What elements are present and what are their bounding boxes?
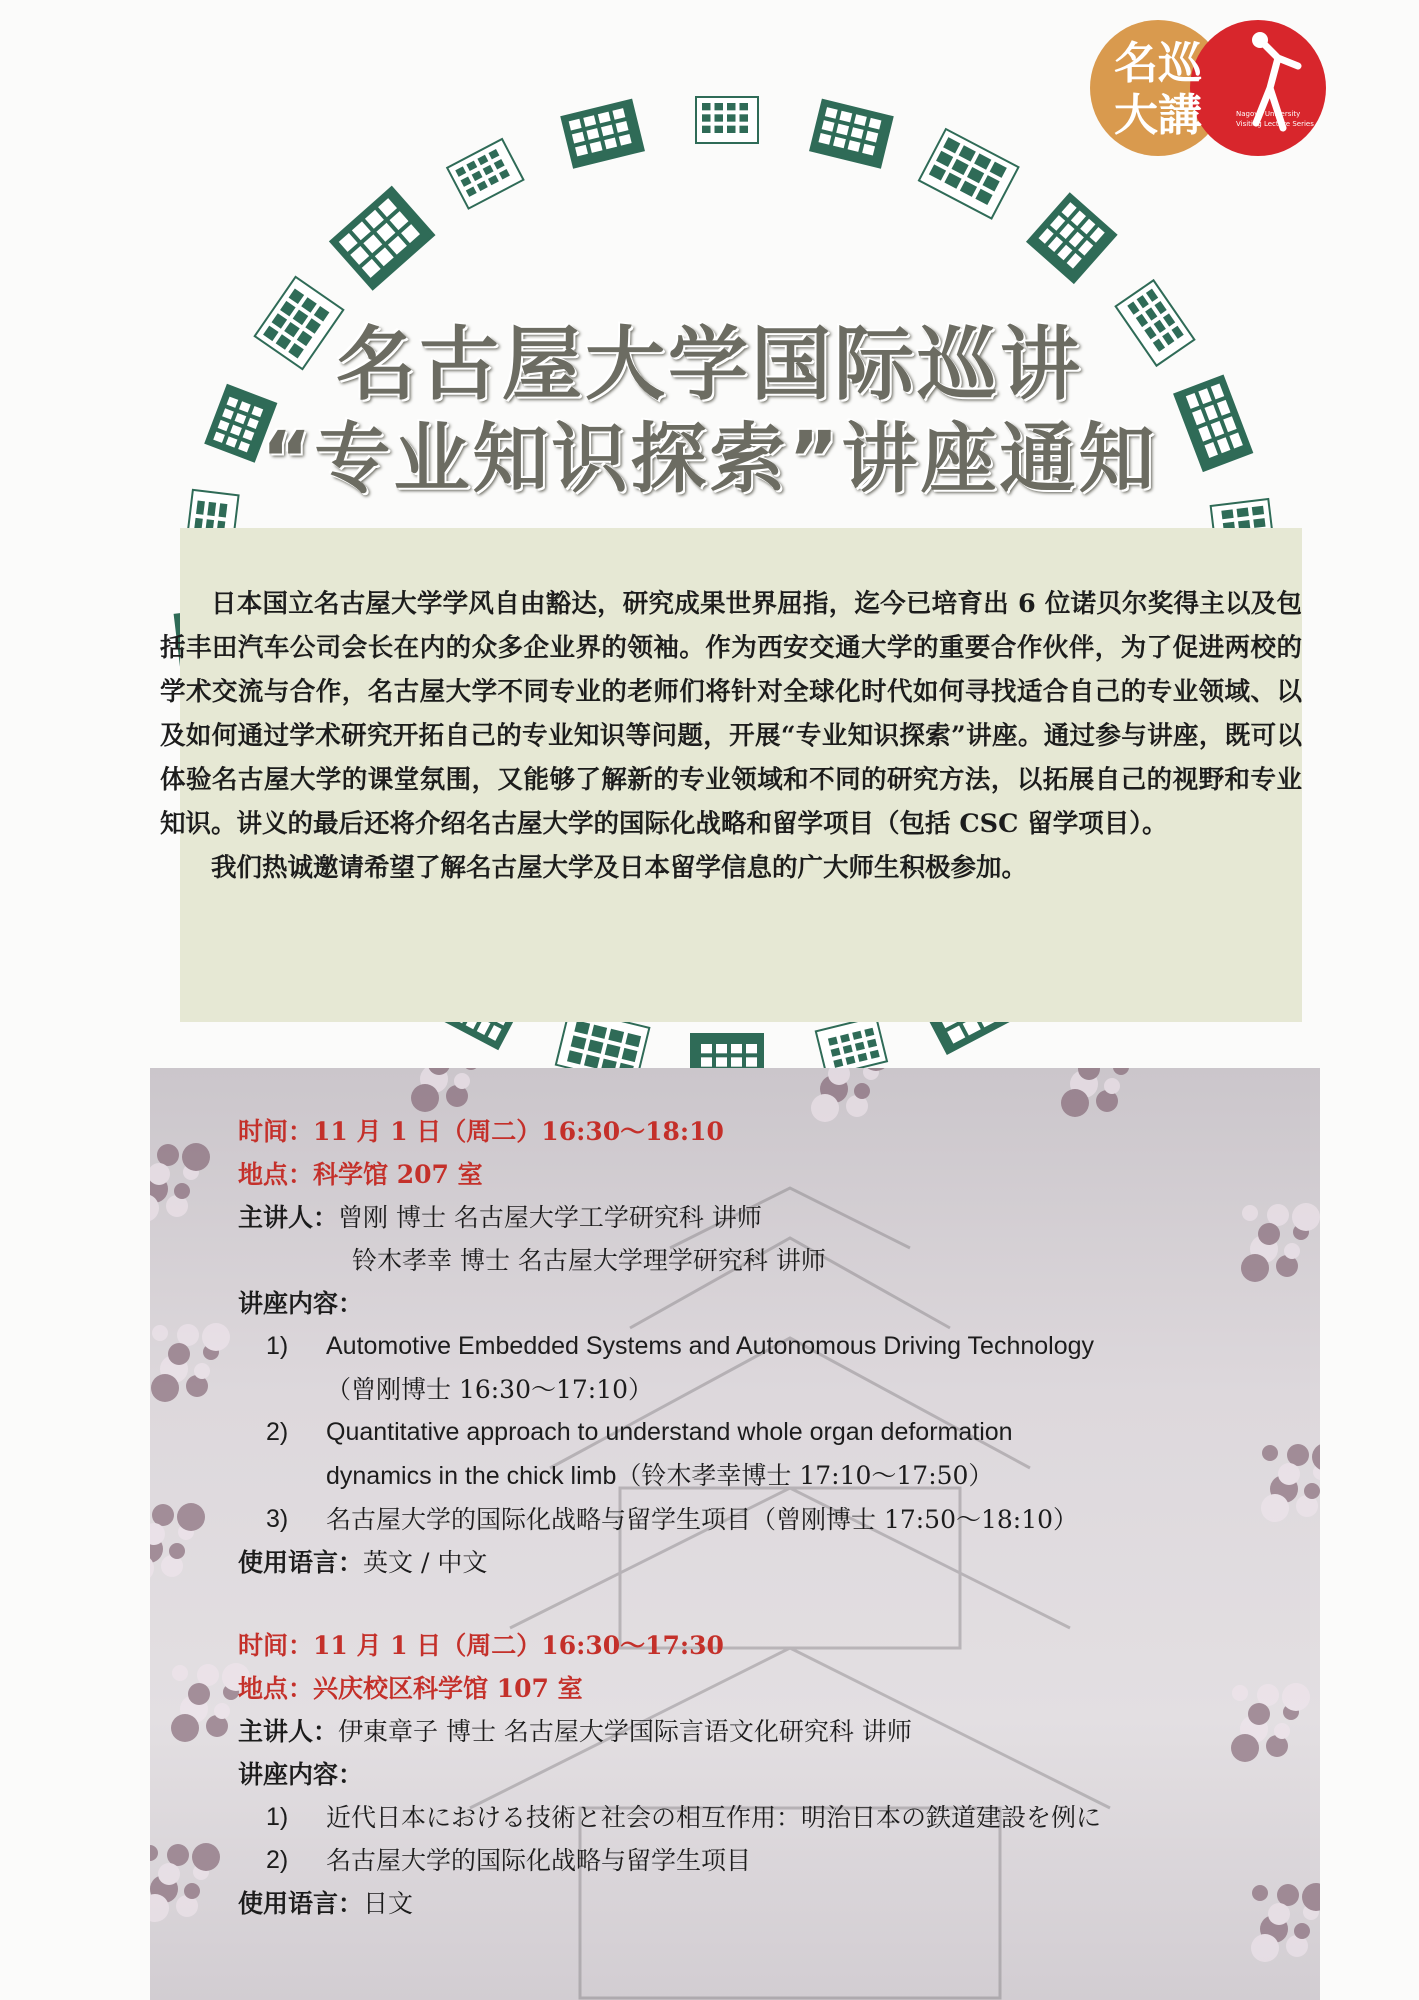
session1-speaker-2: 铃木孝幸 博士 名古屋大学理学研究科 讲师: [352, 1246, 826, 1275]
building-sketch: [696, 97, 758, 143]
session2-content-label: 讲座内容：: [238, 1760, 364, 1789]
list-item-number: 2): [266, 1846, 289, 1874]
list-item: [238, 1325, 1238, 1368]
building-sketch: [447, 139, 523, 209]
blossom: [1284, 1243, 1300, 1259]
blossom: [169, 1543, 185, 1559]
blossom: [1251, 1934, 1279, 1962]
lecture-note: （曾刚博士 16:30〜17:10）: [326, 1375, 654, 1404]
blossom: [1257, 1684, 1279, 1706]
page-title-line1: 名古屋大学国际巡讲: [336, 318, 1083, 411]
logo-top-text: 名巡: [1114, 38, 1202, 89]
blossom: [411, 1084, 439, 1112]
blossom: [188, 1683, 210, 1705]
blossom: [192, 1843, 220, 1871]
session1-content-label: 讲座内容：: [238, 1289, 364, 1318]
list-item: [238, 1411, 1238, 1454]
logo-subtext-2: Visiting Lecture Series: [1236, 120, 1314, 128]
blossom: [1302, 1883, 1320, 1911]
logo-bottom-text: 大講: [1114, 90, 1202, 141]
blossom: [214, 1703, 230, 1719]
building-sketch: [561, 100, 643, 168]
blossom: [1261, 1494, 1289, 1522]
blossom: [1113, 1068, 1129, 1075]
list-item-number: 3): [266, 1505, 289, 1533]
blossom: [1274, 1723, 1290, 1739]
session1-place: 地点：科学馆 207 室: [238, 1160, 483, 1189]
session2-speaker-label: 主讲人：: [238, 1717, 339, 1746]
blossom: [1262, 1445, 1278, 1461]
blossom: [158, 1863, 180, 1885]
building-sketch: [330, 187, 434, 289]
lecture-title: 近代日本における技術と社会の相互作用：明治日本の鉄道建設を例に: [326, 1803, 1102, 1832]
lecture-title: 名古屋大学的国际化战略与留学生项目（曾刚博士 17:50〜18:10）: [326, 1505, 1079, 1534]
blossom: [194, 1363, 210, 1379]
blossom: [184, 1883, 200, 1899]
session2-lang-label: 使用语言：: [238, 1889, 364, 1918]
blossom: [1248, 1703, 1270, 1725]
lecture-series-logo: [1088, 18, 1328, 158]
intro-paragraph-2: 我们热诚邀请希望了解名古屋大学及日本留学信息的广大师生积极参加。: [211, 853, 1028, 883]
list-item: [238, 1498, 1238, 1541]
building-sketch: [919, 129, 1019, 218]
lecture-title: 名古屋大学的国际化战略与留学生项目: [326, 1846, 752, 1875]
session1-speaker-1: 曾刚 博士 名古屋大学工学研究科 讲师: [338, 1203, 762, 1232]
blossom: [150, 1845, 158, 1861]
blossom: [150, 1523, 165, 1545]
blossom: [1282, 1683, 1310, 1711]
blossom: [1252, 1885, 1268, 1901]
blossom: [454, 1073, 470, 1089]
session2-place: 地点：兴庆校区科学馆 107 室: [238, 1674, 583, 1703]
blossom: [182, 1143, 210, 1171]
blossom: [1287, 1444, 1309, 1466]
blossom: [197, 1664, 219, 1686]
blossom: [1304, 1483, 1320, 1499]
blossom: [1104, 1078, 1120, 1094]
lecture-title-continued: dynamics in the chick limb: [326, 1462, 617, 1490]
building-sketch: [810, 100, 892, 168]
intro-text: [160, 582, 1302, 890]
blossom: [167, 1844, 189, 1866]
list-item: [238, 1796, 1238, 1839]
lecture-title: Automotive Embedded Systems and Autonomous Driving Technology: [326, 1332, 1095, 1360]
list-item: [238, 1839, 1238, 1882]
blossom: [1258, 1223, 1280, 1245]
list-item-number: 1): [266, 1803, 289, 1831]
lecture-title: Quantitative approach to understand whole organ deformation: [326, 1418, 1013, 1446]
blossom: [177, 1503, 205, 1531]
blossom: [1242, 1205, 1258, 1221]
blossom: [150, 1163, 170, 1185]
blossom: [202, 1323, 230, 1351]
session2-lang-value: 日文: [363, 1889, 414, 1918]
blossom: [152, 1325, 168, 1341]
list-item-number: 1): [266, 1332, 289, 1360]
blossom: [1292, 1203, 1320, 1231]
blossom: [1294, 1923, 1310, 1939]
blossom: [171, 1714, 199, 1742]
session1-time: 时间：11 月 1 日（周二）16:30〜18:10: [238, 1117, 724, 1146]
blossom: [177, 1324, 199, 1346]
blossom: [1268, 1903, 1290, 1925]
event-details: [238, 1110, 1238, 1925]
blossom: [1277, 1884, 1299, 1906]
list-item-number: 2): [266, 1418, 289, 1446]
session1-lang-value: 英文 / 中文: [363, 1548, 488, 1577]
blossom: [172, 1665, 188, 1681]
blossom: [152, 1504, 174, 1526]
blossom: [463, 1068, 479, 1070]
blossom: [174, 1183, 190, 1199]
lecture-note: （铃木孝幸博士 17:10〜17:50）: [616, 1461, 994, 1490]
blossom: [854, 1083, 870, 1099]
blossom: [1278, 1463, 1300, 1485]
session2-time: 时间：11 月 1 日（周二）16:30〜17:30: [238, 1631, 724, 1660]
blossom: [157, 1144, 179, 1166]
session1-lang-label: 使用语言：: [238, 1548, 364, 1577]
page-title-line2: “专业知识探索”讲座通知: [261, 414, 1158, 503]
blossom: [1267, 1204, 1289, 1226]
intro-paragraph-1: 日本国立名古屋大学学风自由豁达，研究成果世界屈指，迄今已培育出 6 位诺贝尔奖得主以及包括丰田汽车公司会长在内的众多企业界的领袖。作为西安交通大学的重要合作伙伴，为了促进两校的学术交流与合作，名古屋大学不同专业的老师们将针对全球化时代如何寻找适合自己的专业领域、以及如何通过学术研究开拓自己的专业知识等问题，开展“专业知识探索”讲座。通过参与讲座，既可以体验名古屋大学的课堂氛围，又能够了解新的专业领域和不同的研究方法，以拓展自己的视野和专业知识。讲义的最后还将介绍名古屋大学的国际化战略和留学项目（包括 CSC 留学项目）。: [160, 589, 1302, 839]
blossom: [151, 1374, 179, 1402]
blossom: [168, 1343, 190, 1365]
session2-speaker-1: 伊東章子 博士 名古屋大学国际言语文化研究科 讲师: [338, 1717, 912, 1746]
building-sketch: [1027, 194, 1116, 283]
blossom: [1241, 1254, 1269, 1282]
logo-subtext-1: Nagoya University: [1236, 110, 1301, 118]
session1-speaker-label: 主讲人：: [238, 1203, 339, 1232]
